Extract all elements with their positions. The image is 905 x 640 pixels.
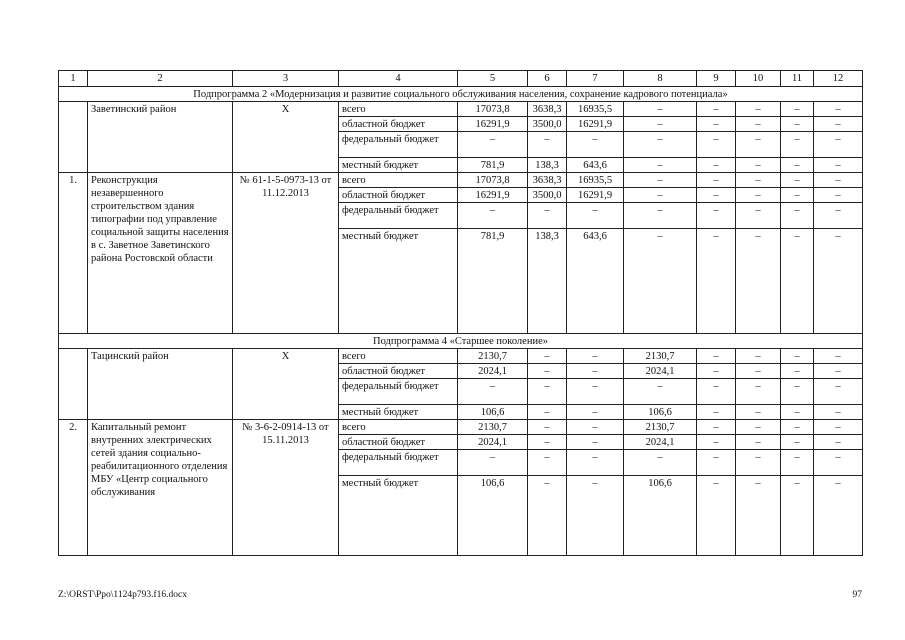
document-reference: Х [233, 102, 339, 173]
object-name: Капитальный ремонт внутренних электрических сетей здания социально-реабилитационного отделения МБУ «Центр социального обслуживания [88, 420, 233, 556]
value-cell: – [814, 203, 863, 229]
value-cell: – [781, 102, 814, 117]
value-cell: 16291,9 [458, 117, 528, 132]
value-cell: – [458, 450, 528, 476]
value-cell: – [697, 405, 736, 420]
value-cell: – [567, 349, 624, 364]
district-name: Заветинский район [88, 102, 233, 173]
value-cell: – [781, 173, 814, 188]
value-cell: – [814, 364, 863, 379]
value-cell: 138,3 [528, 158, 567, 173]
value-cell: – [528, 476, 567, 556]
value-cell: – [814, 117, 863, 132]
value-cell: – [458, 132, 528, 158]
value-cell: – [528, 450, 567, 476]
budget-table-sheet [58, 70, 862, 556]
value-cell: 2130,7 [458, 349, 528, 364]
value-cell: – [736, 229, 781, 334]
value-cell: 2130,7 [624, 349, 697, 364]
value-cell: – [814, 132, 863, 158]
value-cell: – [736, 405, 781, 420]
header-cell: 11 [781, 71, 814, 87]
value-cell: – [528, 132, 567, 158]
value-cell: – [736, 117, 781, 132]
value-cell: 781,9 [458, 229, 528, 334]
value-cell: – [697, 117, 736, 132]
value-cell: – [624, 188, 697, 203]
funding-source-label: федеральный бюджет [339, 450, 458, 476]
value-cell: – [736, 158, 781, 173]
value-cell: – [736, 420, 781, 435]
document-reference: № 3-6-2-0914-13 от 15.11.2013 [233, 420, 339, 556]
value-cell: – [697, 435, 736, 450]
value-cell: – [814, 229, 863, 334]
row-number [59, 102, 88, 173]
value-cell: – [697, 102, 736, 117]
value-cell: – [781, 405, 814, 420]
value-cell: 3500,0 [528, 117, 567, 132]
funding-source-label: федеральный бюджет [339, 379, 458, 405]
value-cell: 2130,7 [458, 420, 528, 435]
subprogram-title: Подпрограмма 2 «Модернизация и развитие социального обслуживания населения, сохранение кадрового потенциала» [59, 87, 863, 102]
value-cell: – [697, 364, 736, 379]
value-cell: – [528, 203, 567, 229]
document-reference: № 61-1-5-0973-13 от 11.12.2013 [233, 173, 339, 334]
value-cell: – [697, 349, 736, 364]
value-cell: – [781, 132, 814, 158]
district-row [59, 102, 863, 117]
funding-source-label: областной бюджет [339, 188, 458, 203]
value-cell: – [814, 420, 863, 435]
value-cell: – [697, 173, 736, 188]
funding-source-label: областной бюджет [339, 364, 458, 379]
value-cell: 3500,0 [528, 188, 567, 203]
value-cell: – [781, 450, 814, 476]
header-cell: 8 [624, 71, 697, 87]
district-name: Тацинский район [88, 349, 233, 420]
value-cell: – [814, 173, 863, 188]
funding-source-label: всего [339, 102, 458, 117]
value-cell: – [781, 158, 814, 173]
value-cell: 3638,3 [528, 173, 567, 188]
value-cell: – [567, 364, 624, 379]
value-cell: – [528, 379, 567, 405]
value-cell: – [567, 435, 624, 450]
value-cell: – [697, 188, 736, 203]
funding-source-label: местный бюджет [339, 405, 458, 420]
value-cell: – [697, 450, 736, 476]
value-cell: 106,6 [458, 476, 528, 556]
funding-source-label: местный бюджет [339, 158, 458, 173]
value-cell: 16291,9 [567, 117, 624, 132]
value-cell: – [736, 102, 781, 117]
value-cell: – [736, 450, 781, 476]
header-cell: 1 [59, 71, 88, 87]
value-cell: – [697, 158, 736, 173]
value-cell: – [781, 117, 814, 132]
value-cell: 2024,1 [458, 364, 528, 379]
header-cell: 12 [814, 71, 863, 87]
value-cell: – [528, 405, 567, 420]
value-cell: – [567, 405, 624, 420]
value-cell: – [458, 379, 528, 405]
funding-source-label: всего [339, 420, 458, 435]
value-cell: – [697, 420, 736, 435]
value-cell: 2024,1 [624, 435, 697, 450]
value-cell: 3638,3 [528, 102, 567, 117]
value-cell: – [736, 349, 781, 364]
header-cell: 6 [528, 71, 567, 87]
value-cell: – [624, 229, 697, 334]
subprogram-title: Подпрограмма 4 «Старшее поколение» [59, 334, 863, 349]
value-cell: – [697, 229, 736, 334]
value-cell: 106,6 [624, 405, 697, 420]
header-cell: 5 [458, 71, 528, 87]
funding-source-label: местный бюджет [339, 476, 458, 556]
value-cell: – [624, 158, 697, 173]
value-cell: 16291,9 [567, 188, 624, 203]
value-cell: – [736, 435, 781, 450]
value-cell: – [781, 420, 814, 435]
value-cell: – [814, 450, 863, 476]
funding-source-label: всего [339, 173, 458, 188]
header-cell: 10 [736, 71, 781, 87]
value-cell: – [624, 203, 697, 229]
value-cell: – [781, 364, 814, 379]
value-cell: – [458, 203, 528, 229]
value-cell: – [736, 203, 781, 229]
funding-source-label: областной бюджет [339, 117, 458, 132]
header-cell: 4 [339, 71, 458, 87]
value-cell: – [736, 379, 781, 405]
value-cell: – [624, 173, 697, 188]
value-cell: – [697, 132, 736, 158]
value-cell: – [567, 476, 624, 556]
value-cell: – [814, 188, 863, 203]
funding-source-label: всего [339, 349, 458, 364]
object-row [59, 173, 863, 188]
header-row [59, 71, 863, 87]
object-row [59, 420, 863, 435]
value-cell: – [567, 203, 624, 229]
district-row [59, 349, 863, 364]
value-cell: – [624, 132, 697, 158]
value-cell: 643,6 [567, 229, 624, 334]
value-cell: 16935,5 [567, 173, 624, 188]
value-cell: – [567, 132, 624, 158]
header-cell: 7 [567, 71, 624, 87]
subprogram-title-row [59, 87, 863, 102]
value-cell: – [814, 349, 863, 364]
value-cell: 17073,8 [458, 173, 528, 188]
header-cell: 9 [697, 71, 736, 87]
value-cell: – [528, 420, 567, 435]
value-cell: – [814, 476, 863, 556]
value-cell: – [624, 102, 697, 117]
value-cell: – [624, 450, 697, 476]
funding-source-label: федеральный бюджет [339, 132, 458, 158]
header-cell: 2 [88, 71, 233, 87]
value-cell: – [624, 379, 697, 405]
value-cell: – [528, 435, 567, 450]
funding-source-label: местный бюджет [339, 229, 458, 334]
subprogram-title-row [59, 334, 863, 349]
value-cell: – [781, 435, 814, 450]
value-cell: – [697, 476, 736, 556]
value-cell: – [697, 379, 736, 405]
object-name: Реконструкция незавершенного строительством здания типографии под управление социальной защиты населения в с. Заветное Заветинского района Ростовской области [88, 173, 233, 334]
value-cell: – [781, 476, 814, 556]
value-cell: – [781, 349, 814, 364]
value-cell: – [736, 132, 781, 158]
value-cell: 106,6 [458, 405, 528, 420]
value-cell: – [736, 476, 781, 556]
row-number [59, 349, 88, 420]
value-cell: – [736, 173, 781, 188]
funding-source-label: федеральный бюджет [339, 203, 458, 229]
value-cell: 781,9 [458, 158, 528, 173]
value-cell: – [781, 379, 814, 405]
value-cell: – [814, 435, 863, 450]
value-cell: 16935,5 [567, 102, 624, 117]
value-cell: 2024,1 [458, 435, 528, 450]
value-cell: – [567, 450, 624, 476]
value-cell: – [567, 379, 624, 405]
value-cell: – [814, 379, 863, 405]
value-cell: – [736, 364, 781, 379]
row-number: 2. [59, 420, 88, 556]
value-cell: – [567, 420, 624, 435]
footer-file-path: Z:\ORST\Ppo\1124p793.f16.docx [58, 590, 187, 600]
value-cell: – [814, 158, 863, 173]
value-cell: 2024,1 [624, 364, 697, 379]
value-cell: – [528, 349, 567, 364]
value-cell: – [736, 188, 781, 203]
value-cell: – [781, 229, 814, 334]
value-cell: – [624, 117, 697, 132]
header-cell: 3 [233, 71, 339, 87]
value-cell: – [814, 405, 863, 420]
document-reference: Х [233, 349, 339, 420]
value-cell: 138,3 [528, 229, 567, 334]
value-cell: – [781, 203, 814, 229]
value-cell: 2130,7 [624, 420, 697, 435]
row-number: 1. [59, 173, 88, 334]
footer-page-number: 97 [852, 590, 862, 600]
value-cell: – [528, 364, 567, 379]
value-cell: 16291,9 [458, 188, 528, 203]
funding-source-label: областной бюджет [339, 435, 458, 450]
value-cell: – [814, 102, 863, 117]
value-cell: 106,6 [624, 476, 697, 556]
value-cell: – [781, 188, 814, 203]
value-cell: 643,6 [567, 158, 624, 173]
value-cell: – [697, 203, 736, 229]
budget-table [58, 70, 863, 556]
value-cell: 17073,8 [458, 102, 528, 117]
